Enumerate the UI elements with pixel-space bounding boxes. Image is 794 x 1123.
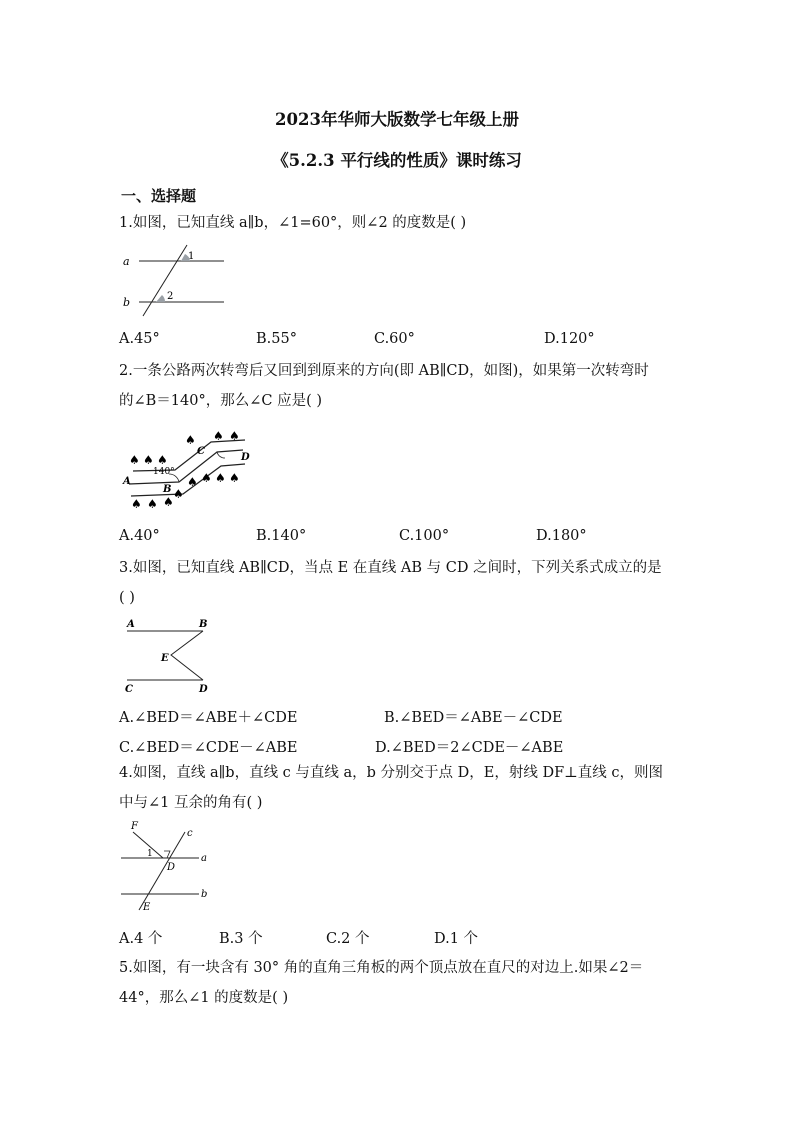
q1-option-c: C.60°: [374, 331, 415, 347]
q4-option-d: D.1 个: [434, 931, 479, 947]
q1-label-angle-1: 1: [188, 251, 195, 262]
q3-option-a: A.∠BED＝∠ABE＋∠CDE: [119, 710, 298, 726]
question-2-stem-line-1: 2.一条公路两次转弯后又回到到原来的方向(即 AB∥CD，如图)，如果第一次转弯时: [119, 363, 649, 379]
tree-icon: ♠: [173, 487, 184, 501]
question-1-stem: 1.如图，已知直线 a∥b，∠1=60°，则∠2 的度数是( ): [119, 215, 467, 231]
tree-icon: ♠: [201, 471, 212, 485]
section-heading: 一、选择题: [121, 187, 197, 205]
tree-icon: ♠: [229, 471, 240, 485]
question-4-stem-line-1: 4.如图，直线 a∥b，直线 c 与直线 a，b 分别交于点 D，E，射线 DF⊥直线 c，则图: [119, 765, 664, 781]
tree-icon: ♠: [131, 497, 142, 511]
tree-icon: ♠: [129, 453, 140, 467]
question-3-stem-line-2: ( ): [119, 590, 135, 606]
q4-option-c: C.2 个: [326, 931, 370, 947]
tree-icon: ♠: [215, 471, 226, 485]
question-1-figure: [119, 243, 229, 318]
q3-label-a: A: [127, 619, 135, 630]
q2-option-b: B.140°: [256, 528, 307, 544]
q4-label-d: D: [167, 862, 176, 873]
doc-subtitle: 《5.2.3 平行线的性质》课时练习: [272, 151, 522, 170]
q4-option-b: B.3 个: [219, 931, 263, 947]
tree-icon: ♠: [187, 475, 198, 489]
q3-label-c: C: [125, 684, 133, 695]
q4-label-b: b: [201, 889, 208, 900]
q3-label-e: E: [161, 653, 169, 664]
q4-option-a: A.4 个: [119, 931, 163, 947]
q4-label-angle-1: 1: [147, 849, 153, 859]
q2-label-c: C: [197, 446, 205, 457]
q4-label-e: E: [143, 902, 151, 913]
q1-option-d: D.120°: [544, 331, 595, 347]
q2-angle-label: 140°: [153, 467, 175, 477]
question-4-figure: [117, 818, 213, 916]
q2-option-a: A.40°: [119, 528, 160, 544]
q2-option-c: C.100°: [399, 528, 450, 544]
q1-label-angle-2: 2: [167, 291, 174, 302]
tree-icon: ♠: [229, 429, 240, 443]
tree-icon: ♠: [213, 429, 224, 443]
q1-label-a: a: [123, 255, 130, 268]
q3-label-b: B: [199, 619, 208, 630]
question-5-stem-line-2: 44°，那么∠1 的度数是( ): [119, 990, 289, 1006]
tree-icon: ♠: [163, 495, 174, 509]
q1-label-b: b: [123, 296, 131, 309]
tree-icon: ♠: [185, 433, 196, 447]
q2-label-a: A: [123, 476, 131, 487]
q2-label-d: D: [241, 452, 250, 463]
q4-label-c: c: [187, 828, 193, 839]
tree-icon: ♠: [143, 453, 154, 467]
question-2-stem-line-2: 的∠B＝140°，那么∠C 应是( ): [119, 393, 323, 409]
q3-option-d: D.∠BED＝2∠CDE－∠ABE: [375, 740, 564, 756]
q1-option-b: B.55°: [256, 331, 297, 347]
question-3-stem-line-1: 3.如图，已知直线 AB∥CD，当点 E 在直线 AB 与 CD 之间时，下列关系式成立的是: [119, 560, 662, 576]
tree-icon: ♠: [147, 497, 158, 511]
q4-label-f: F: [131, 821, 138, 832]
q3-option-c: C.∠BED＝∠CDE－∠ABE: [119, 740, 298, 756]
tree-icon: ♠: [157, 453, 168, 467]
q2-option-d: D.180°: [536, 528, 587, 544]
q3-option-b: B.∠BED＝∠ABE－∠CDE: [384, 710, 563, 726]
question-5-stem-line-1: 5.如图，有一块含有 30° 角的直角三角板的两个顶点放在直尺的对边上.如果∠2＝: [119, 960, 644, 976]
question-2-road-figure: [121, 426, 251, 512]
q1-option-a: A.45°: [119, 331, 160, 347]
q4-label-a: a: [201, 853, 207, 864]
doc-title: 2023年华师大版数学七年级上册: [275, 110, 519, 129]
question-3-figure: [121, 617, 221, 695]
q2-label-b: B: [163, 484, 172, 495]
q3-label-d: D: [199, 684, 208, 695]
question-4-stem-line-2: 中与∠1 互余的角有( ): [119, 795, 263, 811]
